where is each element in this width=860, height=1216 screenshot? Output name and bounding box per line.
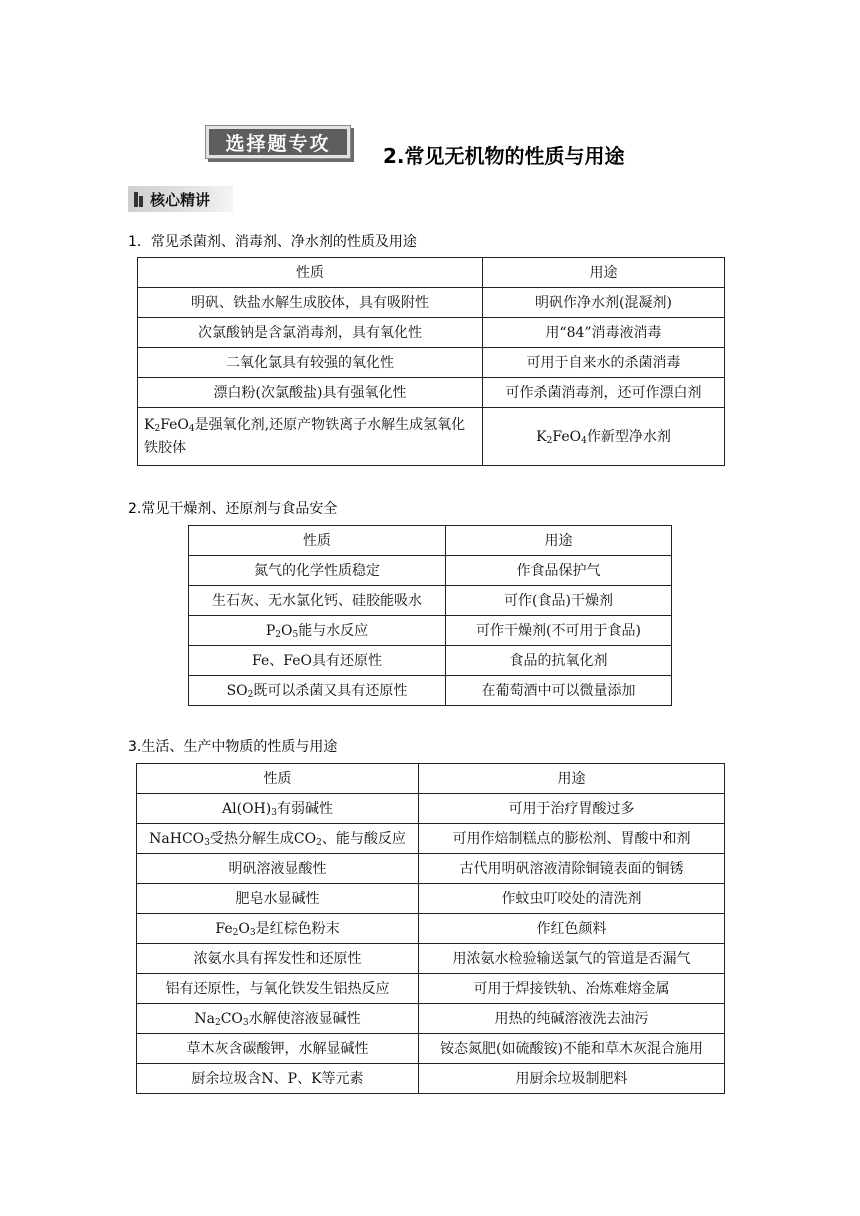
use-cell: $K_2FeO_4$作新型净水剂 [483,408,725,466]
section-tag-label: 核心精讲 [150,190,211,209]
table-row [138,288,725,318]
column-header-use: 用途 [446,526,672,556]
table-row [137,944,725,974]
table-disinfectants [137,257,725,466]
topic-badge [205,125,351,159]
table-row [189,586,672,616]
table-row [138,348,725,378]
property-cell: 氮气的化学性质稳定 [189,556,446,586]
property-cell: 厨余垃圾含N、P、K等元素 [137,1064,419,1094]
page-title: 2.常见无机物的性质与用途 [383,144,625,168]
column-header-use: 用途 [483,258,725,288]
property-cell: NaHCO$_3$受热分解生成$CO_2$、能与酸反应 [137,824,419,854]
property-cell: $SO_2$既可以杀菌又具有还原性 [189,676,446,706]
property-cell: $P_2O_5$能与水反应 [189,616,446,646]
section-2-heading: 2.常见干燥剂、还原剂与食品安全 [128,501,338,517]
use-cell: 用厨余垃圾制肥料 [419,1064,725,1094]
section-3-heading: 3.生活、生产中物质的性质与用途 [128,739,338,755]
column-header-property: 性质 [189,526,446,556]
table-row [137,914,725,944]
use-cell: 作红色颜料 [419,914,725,944]
table-row [137,974,725,1004]
property-cell: 生石灰、无水氯化钙、硅胶能吸水 [189,586,446,616]
table-row [137,794,725,824]
table-row [189,676,672,706]
property-cell: 明矾、铁盐水解生成胶体，具有吸附性 [138,288,483,318]
column-header-property: 性质 [138,258,483,288]
property-cell: 草木灰含碳酸钾，水解显碱性 [137,1034,419,1064]
table-row [189,556,672,586]
use-cell: 可用作焙制糕点的膨松剂、胃酸中和剂 [419,824,725,854]
property-cell: Fe、FeO具有还原性 [189,646,446,676]
property-cell: 二氧化氯具有较强的氧化性 [138,348,483,378]
section-bar-icon [134,192,138,207]
property-cell: 明矾溶液显酸性 [137,854,419,884]
use-cell: 用热的纯碱溶液洗去油污 [419,1004,725,1034]
property-cell: 铝有还原性，与氧化铁发生铝热反应 [137,974,419,1004]
table-row [137,884,725,914]
property-cell: $K_2FeO_4$是强氧化剂,还原产物铁离子水解生成氢氧化铁胶体 [138,408,483,466]
column-header-property: 性质 [137,764,419,794]
table-row [138,378,725,408]
use-cell: 在葡萄酒中可以微量添加 [446,676,672,706]
property-cell: $Na_2CO_3$水解使溶液显碱性 [137,1004,419,1034]
table-row [137,1064,725,1094]
table-row [138,408,725,466]
table-row [189,616,672,646]
topic-badge-label: 选择题专攻 [209,129,347,155]
table-row [189,646,672,676]
section-tag [128,186,233,212]
column-header-use: 用途 [419,764,725,794]
property-cell: $Fe_2O_3$是红棕色粉末 [137,914,419,944]
use-cell: 铵态氮肥(如硫酸铵)不能和草木灰混合施用 [419,1034,725,1064]
use-cell: 用浓氨水检验输送氯气的管道是否漏气 [419,944,725,974]
property-cell: 次氯酸钠是含氯消毒剂，具有氧化性 [138,318,483,348]
use-cell: 可作(食品)干燥剂 [446,586,672,616]
use-cell: 食品的抗氧化剂 [446,646,672,676]
property-cell: 漂白粉(次氯酸盐)具有强氧化性 [138,378,483,408]
property-cell: $Al(OH)_3$有弱碱性 [137,794,419,824]
use-cell: 用“84”消毒液消毒 [483,318,725,348]
use-cell: 可用于治疗胃酸过多 [419,794,725,824]
use-cell: 作蚊虫叮咬处的清洗剂 [419,884,725,914]
property-cell: 肥皂水显碱性 [137,884,419,914]
table-row [137,1034,725,1064]
use-cell: 可用于自来水的杀菌消毒 [483,348,725,378]
property-cell: 浓氨水具有挥发性和还原性 [137,944,419,974]
table-row [137,824,725,854]
use-cell: 可用于焊接铁轨、冶炼难熔金属 [419,974,725,1004]
use-cell: 可作杀菌消毒剂，还可作漂白剂 [483,378,725,408]
section-1-heading: 1．常见杀菌剂、消毒剂、净水剂的性质及用途 [128,234,417,250]
use-cell: 明矾作净水剂(混凝剂) [483,288,725,318]
table-desiccants [188,525,672,706]
table-row [137,854,725,884]
use-cell: 古代用明矾溶液清除铜镜表面的铜锈 [419,854,725,884]
table-daily-life [136,763,725,1094]
use-cell: 可作干燥剂(不可用于食品) [446,616,672,646]
table-row [137,1004,725,1034]
use-cell: 作食品保护气 [446,556,672,586]
table-row [138,318,725,348]
